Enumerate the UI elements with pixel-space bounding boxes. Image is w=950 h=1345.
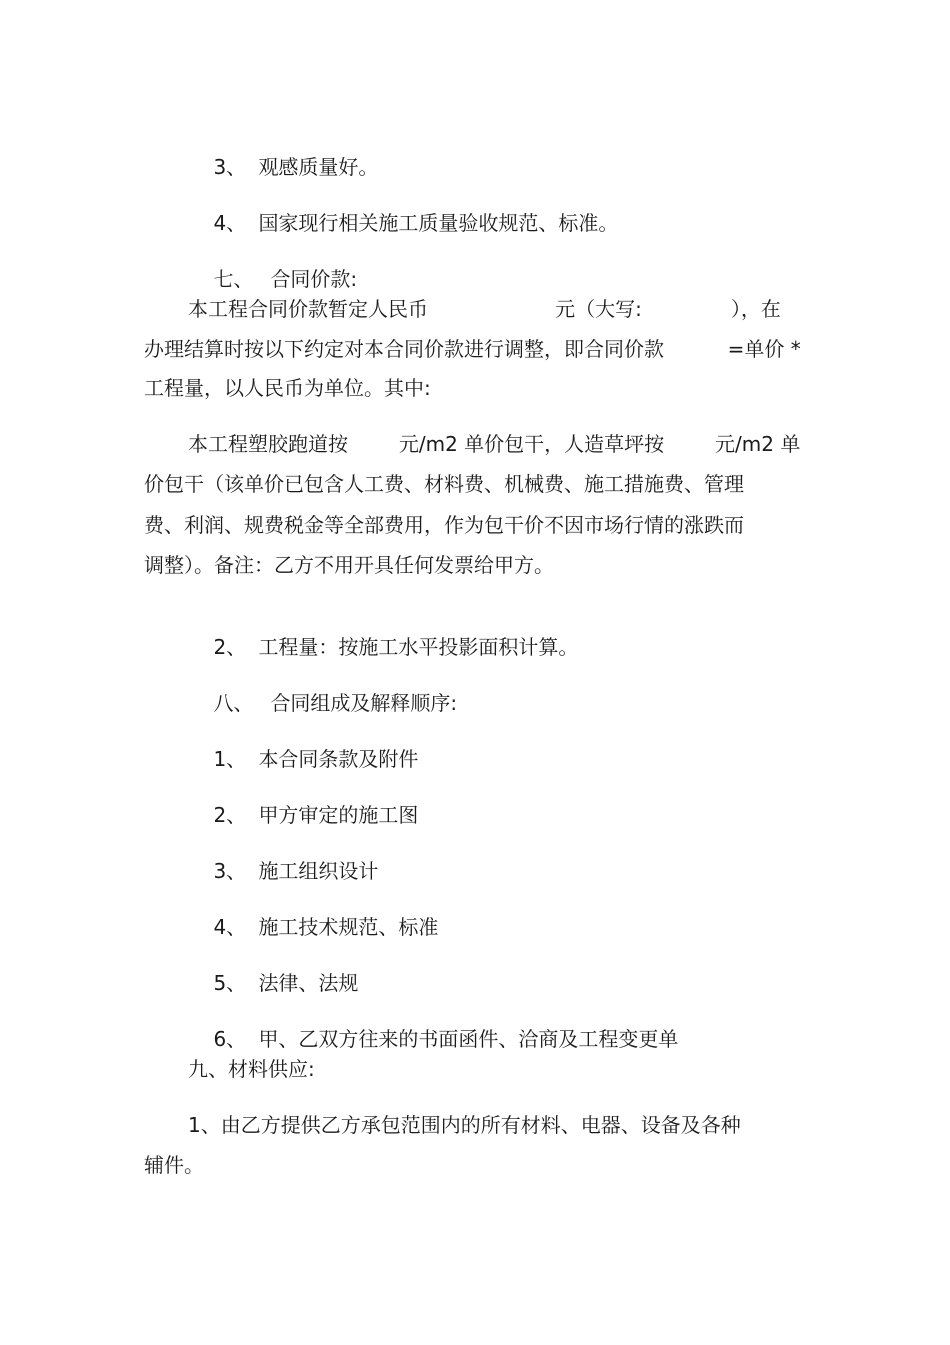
item-number: 4、 [213, 915, 247, 939]
paragraph-line: 本工程合同价款暂定人民币 元（大写: ），在 [188, 297, 781, 321]
section-number: 八、 [213, 691, 254, 715]
item-number: 2、 [213, 635, 247, 659]
item-text: 工程量：按施工水平投影面积计算。 [258, 635, 579, 659]
item-number: 3、 [213, 859, 247, 883]
paragraph-line: 费、利润、规费税金等全部费用，作为包干价不因市场行情的涨跌而 [144, 513, 744, 537]
section-title: 合同组成及解释顺序: [270, 691, 458, 715]
item-number: 1、 [213, 747, 247, 771]
item-text: 观感质量好。 [258, 155, 379, 179]
paragraph-line: 调整）。备注：乙方不用开具任何发票给甲方。 [144, 553, 554, 577]
item-text: 施工技术规范、标准 [258, 915, 439, 939]
item-text: 施工组织设计 [258, 859, 379, 883]
section-number: 七、 [213, 267, 254, 291]
item-number: 2、 [213, 803, 247, 827]
paragraph-line: 辅件。 [144, 1153, 204, 1177]
item-number: 3、 [213, 155, 247, 179]
paragraph-line: 价包干（该单价已包含人工费、材料费、机械费、施工措施费、管理 [144, 472, 744, 496]
item-number: 6、 [213, 1027, 247, 1051]
item-text: 法律、法规 [258, 971, 359, 995]
item-text: 甲、乙双方往来的书面函件、洽商及工程变更单 [258, 1027, 679, 1051]
item-number: 4、 [213, 211, 247, 235]
section-heading-material-supply: 九、材料供应: [188, 1057, 315, 1081]
paragraph-line: 办理结算时按以下约定对本合同价款进行调整，即合同价款 =单价 * [144, 337, 801, 361]
paragraph-line: 1、由乙方提供乙方承包范围内的所有材料、电器、设备及各种 [188, 1113, 741, 1137]
item-number: 5、 [213, 971, 247, 995]
item-text: 国家现行相关施工质量验收规范、标准。 [258, 211, 619, 235]
section-title: 合同价款: [270, 267, 358, 291]
paragraph-line: 工程量，以人民币为单位。其中: [144, 376, 431, 400]
item-text: 甲方审定的施工图 [258, 803, 419, 827]
paragraph-line: 本工程塑胶跑道按 元/m2 单价包干，人造草坪按 元/m2 单 [188, 432, 801, 456]
item-text: 本合同条款及附件 [258, 747, 419, 771]
